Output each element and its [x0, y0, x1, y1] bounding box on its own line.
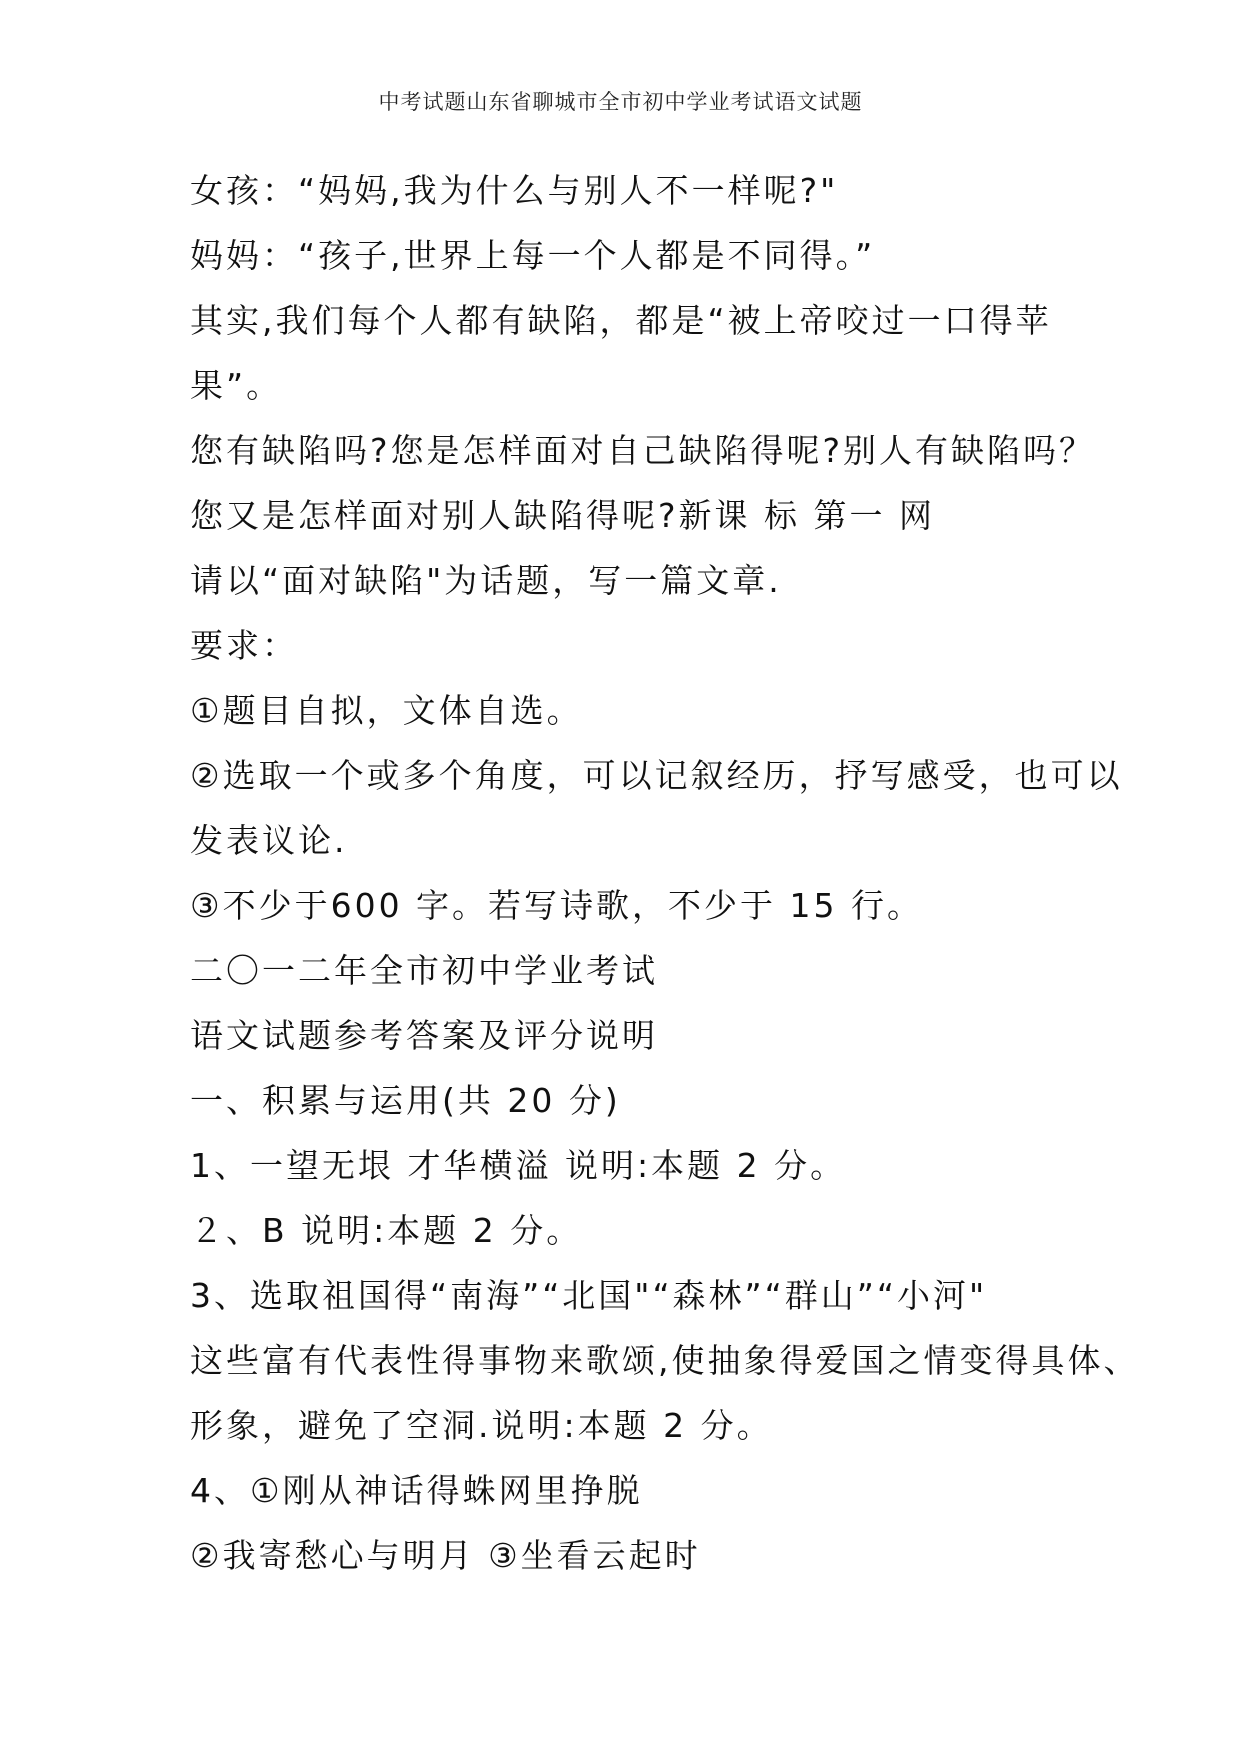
text-line: 这些富有代表性得事物来歌颂,使抽象得爱国之情变得具体、: [190, 1341, 1140, 1380]
text-line: 女孩：“妈妈,我为什么与别人不一样呢?": [190, 171, 839, 210]
text-line: 妈妈：“孩子,世界上每一个人都是不同得。”: [190, 236, 876, 275]
text-line: 其实,我们每个人都有缺陷，都是“被上帝咬过一口得苹: [190, 301, 1052, 340]
text-line: ①题目自拟，文体自选。: [190, 691, 583, 730]
text-line: 发表议论.: [190, 821, 348, 860]
text-line: ②我寄愁心与明月 ③坐看云起时: [190, 1536, 701, 1575]
text-line: 3、选取祖国得“南海”“北国"“森林”“群山”“小河": [190, 1276, 988, 1315]
text-line: 形象，避免了空洞.说明:本题 2 分。: [190, 1406, 773, 1445]
text-line: 一、积累与运用(共 20 分): [190, 1081, 621, 1120]
page-header-title: 中考试题山东省聊城市全市初中学业考试语文试题: [378, 90, 863, 114]
text-line: 语文试题参考答案及评分说明: [190, 1016, 658, 1055]
text-line: 您又是怎样面对别人缺陷得呢?新课 标 第一 网: [190, 496, 935, 535]
text-line: 果”。: [190, 366, 283, 405]
text-line: ②选取一个或多个角度，可以记叙经历，抒写感受，也可以: [190, 756, 1123, 795]
text-line: 二〇一二年全市初中学业考试: [190, 951, 658, 990]
text-line: 1、一望无垠 才华横溢 说明:本题 2 分。: [190, 1146, 847, 1185]
text-line: ２、B 说明:本题 2 分。: [190, 1211, 583, 1250]
text-line: 您有缺陷吗?您是怎样面对自己缺陷得呢?别人有缺陷吗？: [190, 431, 1096, 470]
document-body: [190, 158, 1140, 1588]
text-line: ③不少于600 字。若写诗歌，不少于 15 行。: [190, 886, 924, 925]
text-line: 请以“面对缺陷"为话题，写一篇文章.: [190, 561, 782, 600]
text-line: 4、①刚从神话得蛛网里挣脱: [190, 1471, 643, 1510]
text-line: 要求：: [190, 626, 298, 665]
